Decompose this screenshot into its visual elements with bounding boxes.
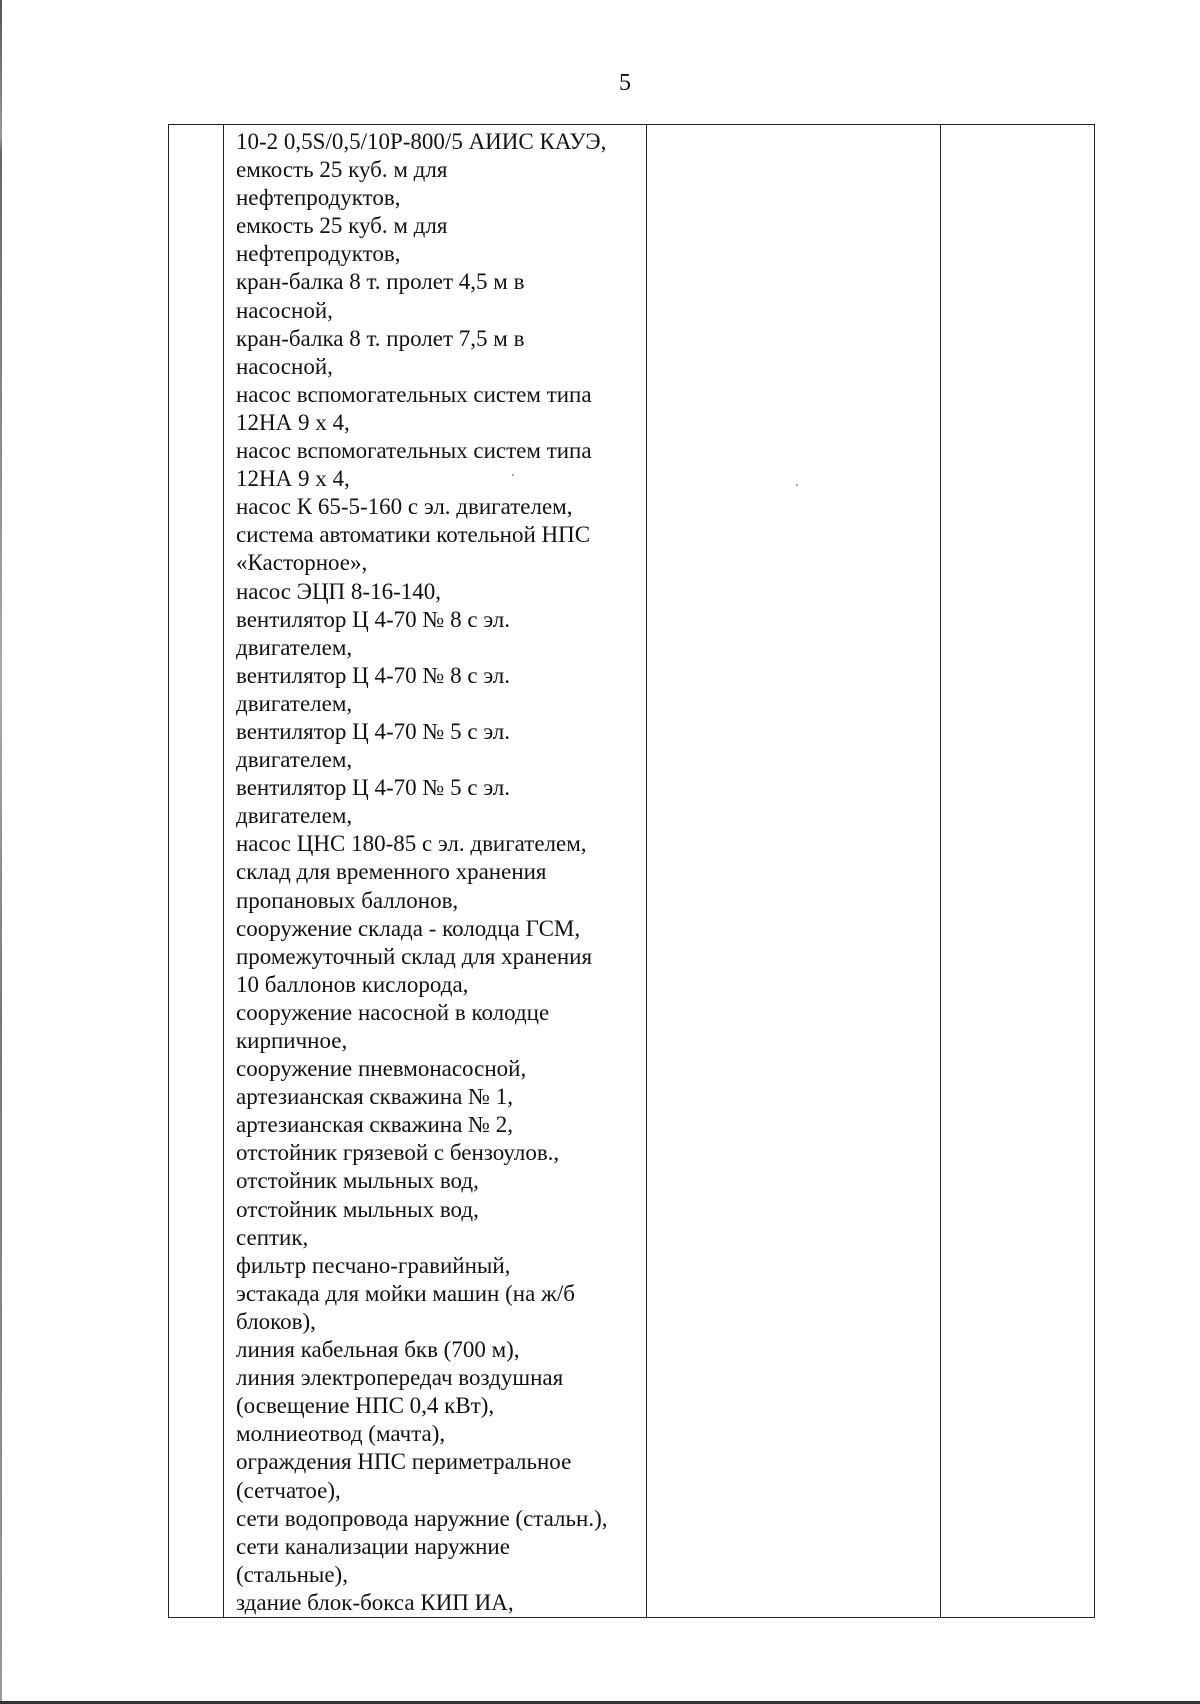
description-line: линия кабельная бкв (700 м), — [236, 1337, 520, 1363]
description-line: насосной, — [236, 297, 333, 323]
description-line: сети канализации наружние — [236, 1533, 510, 1559]
description-line: «Касторное», — [236, 550, 368, 576]
table-row — [169, 125, 1095, 1618]
description-line: 10-2 0,5S/0,5/10P-800/5 АИИС КАУЭ, — [236, 129, 607, 154]
description-line: емкость 25 куб. м для — [236, 157, 448, 183]
column-3-cell — [647, 125, 941, 1618]
description-line: емкость 25 куб. м для — [236, 213, 448, 239]
description-line: вентилятор Ц 4-70 № 8 с эл. — [236, 606, 511, 632]
description-line: нефтепродуктов, — [236, 241, 401, 267]
description-line: двигателем, — [236, 690, 353, 716]
description-line: сооружение насосной в колодце — [236, 999, 550, 1025]
description-line: септик, — [236, 1224, 309, 1250]
description-line: насос ЭЦП 8-16-140, — [236, 578, 441, 604]
page-number: 5 — [619, 70, 631, 96]
description-line: кран-балка 8 т. пролет 7,5 м в — [236, 325, 525, 351]
description-line: пропановых баллонов, — [236, 887, 459, 913]
description-line: насосной, — [236, 353, 333, 379]
description-line: двигателем, — [236, 634, 353, 660]
description-line: двигателем, — [236, 803, 353, 829]
description-line: 12НА 9 х 4, — [236, 466, 350, 492]
description-line: фильтр песчано-гравийный, — [236, 1252, 511, 1278]
description-line: молниеотвод (мачта), — [236, 1421, 446, 1447]
description-line: (сетчатое), — [236, 1477, 341, 1503]
description-line: вентилятор Ц 4-70 № 8 с эл. — [236, 662, 511, 688]
description-cell — [224, 125, 647, 1618]
description-line: склад для временного хранения — [236, 859, 547, 885]
description-line: сети водопровода наружние (стальн.), — [236, 1505, 608, 1531]
description-line: линия электропередач воздушная — [236, 1365, 564, 1391]
description-line: система автоматики котельной НПС — [236, 522, 591, 548]
description-line: отстойник мыльных вод, — [236, 1168, 479, 1194]
description-line: 10 баллонов кислорода, — [236, 971, 469, 997]
description-line: отстойник грязевой с бензоулов., — [236, 1140, 560, 1166]
description-line: (освещение НПС 0,4 кВт), — [236, 1393, 495, 1419]
description-line: вентилятор Ц 4-70 № 5 с эл. — [236, 718, 511, 744]
description-line: кирпичное, — [236, 1028, 348, 1053]
description-line: кран-балка 8 т. пролет 4,5 м в — [236, 269, 525, 295]
description-line: насос вспомогательных систем типа — [236, 381, 592, 407]
description-line: вентилятор Ц 4-70 № 5 с эл. — [236, 775, 511, 801]
description-line: отстойник мыльных вод, — [236, 1196, 479, 1222]
scan-speck — [512, 474, 514, 476]
description-line: нефтепродуктов, — [236, 185, 401, 211]
column-4-cell — [941, 125, 1095, 1618]
description-line: сооружение склада - колодца ГСМ, — [236, 915, 581, 941]
description-line: эстакада для мойки машин (на ж/б — [236, 1280, 576, 1306]
description-line: сооружение пневмонасосной, — [236, 1056, 527, 1082]
description-line: 12НА 9 х 4, — [236, 409, 350, 435]
description-line: ограждения НПС периметральное — [236, 1449, 572, 1475]
description-line: двигателем, — [236, 747, 353, 773]
description-line: артезианская скважина № 1, — [236, 1084, 513, 1110]
scan-speck — [796, 484, 798, 486]
property-table — [168, 124, 1095, 1618]
description-line: (стальные), — [236, 1561, 348, 1587]
description-line: блоков), — [236, 1308, 316, 1334]
number-cell — [169, 125, 224, 1618]
description-line: артезианская скважина № 2, — [236, 1112, 513, 1138]
description-line: здание блок-бокса КИП ИА, — [236, 1589, 514, 1615]
description-line: промежуточный склад для хранения — [236, 943, 593, 969]
description-line: насос К 65-5-160 с эл. двигателем, — [236, 494, 573, 520]
scan-edge-left — [0, 0, 2, 1704]
description-line: насос вспомогательных систем типа — [236, 438, 592, 464]
description-list — [224, 125, 646, 1617]
description-line: насос ЦНС 180-85 с эл. двигателем, — [236, 831, 587, 857]
